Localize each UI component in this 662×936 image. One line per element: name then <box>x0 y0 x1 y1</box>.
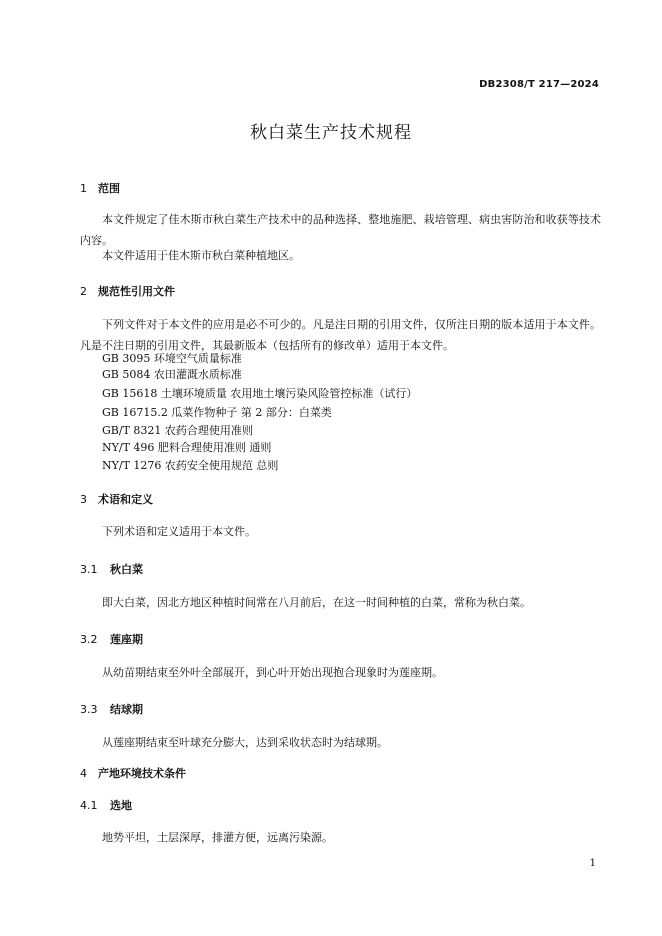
section-title: 范围 <box>98 182 120 195</box>
reference-item: NY/T 496 肥料合理使用准则 通则 <box>102 441 272 454</box>
section-3-1-paragraph: 即大白菜，因北方地区种植时间常在八月前后，在这一时间种植的白菜，常称为秋白菜。 <box>102 596 531 609</box>
reference-item: GB/T 8321 农药合理使用准则 <box>102 424 253 437</box>
section-title: 术语和定义 <box>98 493 153 506</box>
section-3-2-paragraph: 从幼苗期结束至外叶全部展开，到心叶开始出现抱合现象时为莲座期。 <box>102 666 443 679</box>
page-number: 1 <box>589 858 596 869</box>
section-1-paragraph-2: 本文件适用于佳木斯市秋白菜种植地区。 <box>102 249 300 262</box>
section-title: 选地 <box>110 799 132 812</box>
section-number: 4 <box>80 767 87 780</box>
section-number: 1 <box>80 182 87 195</box>
section-number: 3.1 <box>80 563 98 576</box>
document-title: 秋白菜生产技术规程 <box>250 123 412 143</box>
reference-item: GB 3095 环境空气质量标准 <box>102 352 242 365</box>
section-2-heading <box>80 283 175 299</box>
section-number: 3 <box>80 493 87 506</box>
section-number: 3.3 <box>80 703 98 716</box>
section-number: 3.2 <box>80 633 98 646</box>
section-3-paragraph-1: 下列术语和定义适用于本文件。 <box>102 525 256 538</box>
section-3-3-paragraph: 从莲座期结束至叶球充分膨大，达到采收状态时为结球期。 <box>102 736 388 749</box>
section-1-paragraph-1: 本文件规定了佳木斯市秋白菜生产技术中的品种选择、整地施肥、栽培管理、病虫害防治和收获等技术内容。 <box>80 213 601 247</box>
section-title: 规范性引用文件 <box>98 285 175 298</box>
section-2-paragraph-1: 下列文件对于本文件的应用是必不可少的。凡是注日期的引用文件，仅所注日期的版本适用于本文件。凡是不注日期的引用文件，其最新版本（包括所有的修改单）适用于本文件。 <box>80 318 601 352</box>
section-4-1-heading <box>80 797 132 813</box>
section-title: 莲座期 <box>110 633 143 646</box>
section-4-1-paragraph: 地势平坦，土层深厚，排灌方便，远离污染源。 <box>102 831 333 844</box>
section-1-heading <box>80 180 120 196</box>
section-number: 2 <box>80 285 87 298</box>
section-title: 秋白菜 <box>110 563 143 576</box>
section-3-1-heading <box>80 561 143 577</box>
document-code: DB2308/T 217—2024 <box>479 79 599 90</box>
section-4-heading <box>80 765 186 781</box>
section-3-heading <box>80 491 153 507</box>
section-number: 4.1 <box>80 799 98 812</box>
reference-item: GB 5084 农田灌溉水质标准 <box>102 368 242 381</box>
section-3-2-heading <box>80 631 143 647</box>
section-3-3-heading <box>80 701 143 717</box>
section-title: 结球期 <box>110 703 143 716</box>
section-title: 产地环境技术条件 <box>98 767 186 780</box>
reference-item: GB 15618 土壤环境质量 农用地土壤污染风险管控标准（试行） <box>102 387 418 400</box>
reference-item: GB 16715.2 瓜菜作物种子 第 2 部分：白菜类 <box>102 406 332 419</box>
reference-item: NY/T 1276 农药安全使用规范 总则 <box>102 459 279 472</box>
